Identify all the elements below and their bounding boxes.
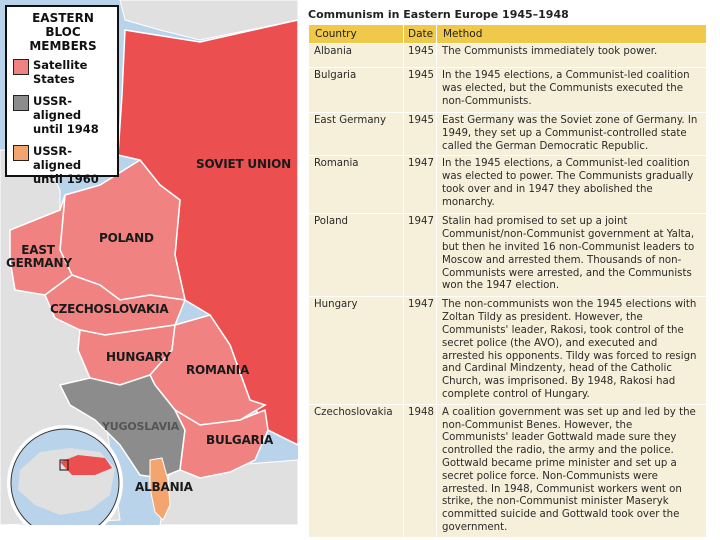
legend-item-aligned-1948: [13, 94, 113, 136]
cell-year: 1947: [404, 214, 437, 297]
legend-label-satellite: Satellite States: [33, 58, 88, 86]
table-header-row: [309, 25, 707, 44]
label-czechoslovakia: CZECHOSLOVAKIA: [50, 302, 169, 316]
label-hungary: HUNGARY: [106, 350, 171, 364]
legend-title: EASTERN BLOC MEMBERS: [29, 11, 97, 53]
cell-method: East Germany was the Soviet zone of Germany. In 1949, they set up a Communist-controlled state called the German Democratic Republic.: [437, 113, 707, 156]
legend-swatch-aligned-1948: [13, 95, 29, 111]
header-date: Date: [404, 25, 437, 44]
cell-country: Hungary: [309, 297, 404, 404]
cell-method: A coalition government was set up and led by the non-Communist Benes. However, the Communists' leader Gottwald made sure they controlled the radio, the army and the police. Gottwald became prime minister and set up a secret police force. Non-Communists were arrested. In 1948, Communist workers went on strike, the non-Communist minister Maseryk committed suicide and Gottwald took over the government.: [437, 404, 707, 537]
cell-country: East Germany: [309, 113, 404, 156]
legend-item-satellite: [13, 58, 113, 86]
legend-swatch-aligned-1960: [13, 145, 29, 161]
label-poland: POLAND: [99, 231, 154, 245]
table-row: [309, 404, 707, 537]
cell-country: Albania: [309, 44, 404, 68]
table-row: [309, 156, 707, 214]
label-soviet-union: SOVIET UNION: [196, 157, 291, 171]
label-bulgaria: BULGARIA: [206, 433, 274, 447]
cell-method: The non-communists won the 1945 elections with Zoltan Tildy as president. However, the Communists' leader, Rakosi, took control of the secret police (the AVO), and executed and arrested his opponents. Tildy was forced to resign and Cardinal Mindzenty, head of the Catholic Church, was imprisoned. By 1948, Rakosi had complete control of Hungary.: [437, 297, 707, 404]
eastern-bloc-map: [0, 0, 298, 525]
cell-method: Stalin had promised to set up a joint Communist/non-Communist government at Yalta, but then he invited 16 non-Communist leaders to Moscow and arrested them. Thousands of non-Communists were arrested, and the Communists won the 1947 election.: [437, 214, 707, 297]
legend-label-aligned-1948: USSR-aligned until 1948: [33, 94, 99, 136]
communism-table-panel: [308, 6, 706, 538]
cell-method: The Communists immediately took power.: [437, 44, 707, 68]
cell-method: In the 1945 elections, a Communist-led coalition was elected to power. The Communists gradually took over and in 1947 they abolished the monarchy.: [437, 156, 707, 214]
cell-country: Bulgaria: [309, 68, 404, 113]
legend-item-aligned-1960: [13, 144, 113, 186]
cell-country: Czechoslovakia: [309, 404, 404, 537]
header-country: Country: [309, 25, 404, 44]
cell-country: Poland: [309, 214, 404, 297]
map-legend: [5, 5, 119, 186]
header-method: Method: [437, 25, 707, 44]
cell-year: 1945: [404, 113, 437, 156]
table-title: Communism in Eastern Europe 1945–1948: [308, 8, 569, 21]
label-east-germany: EAST GERMANY: [6, 243, 72, 270]
label-yugoslavia: YUGOSLAVIA: [102, 420, 180, 433]
cell-method: In the 1945 elections, a Communist-led coalition was elected, but the Communists executed the non-Communists.: [437, 68, 707, 113]
label-romania: ROMANIA: [186, 363, 250, 377]
cell-country: Romania: [309, 156, 404, 214]
table-row: [309, 44, 707, 68]
table-row: [309, 68, 707, 113]
cell-year: 1945: [404, 44, 437, 68]
communism-table: [308, 24, 707, 538]
table-row: [309, 214, 707, 297]
cell-year: 1945: [404, 68, 437, 113]
table-row: [309, 113, 707, 156]
table-row: [309, 297, 707, 404]
label-albania: ALBANIA: [135, 480, 193, 494]
legend-swatch-satellite: [13, 59, 29, 75]
cell-year: 1948: [404, 404, 437, 537]
cell-year: 1947: [404, 156, 437, 214]
cell-year: 1947: [404, 297, 437, 404]
legend-label-aligned-1960: USSR-aligned until 1960: [33, 144, 99, 186]
